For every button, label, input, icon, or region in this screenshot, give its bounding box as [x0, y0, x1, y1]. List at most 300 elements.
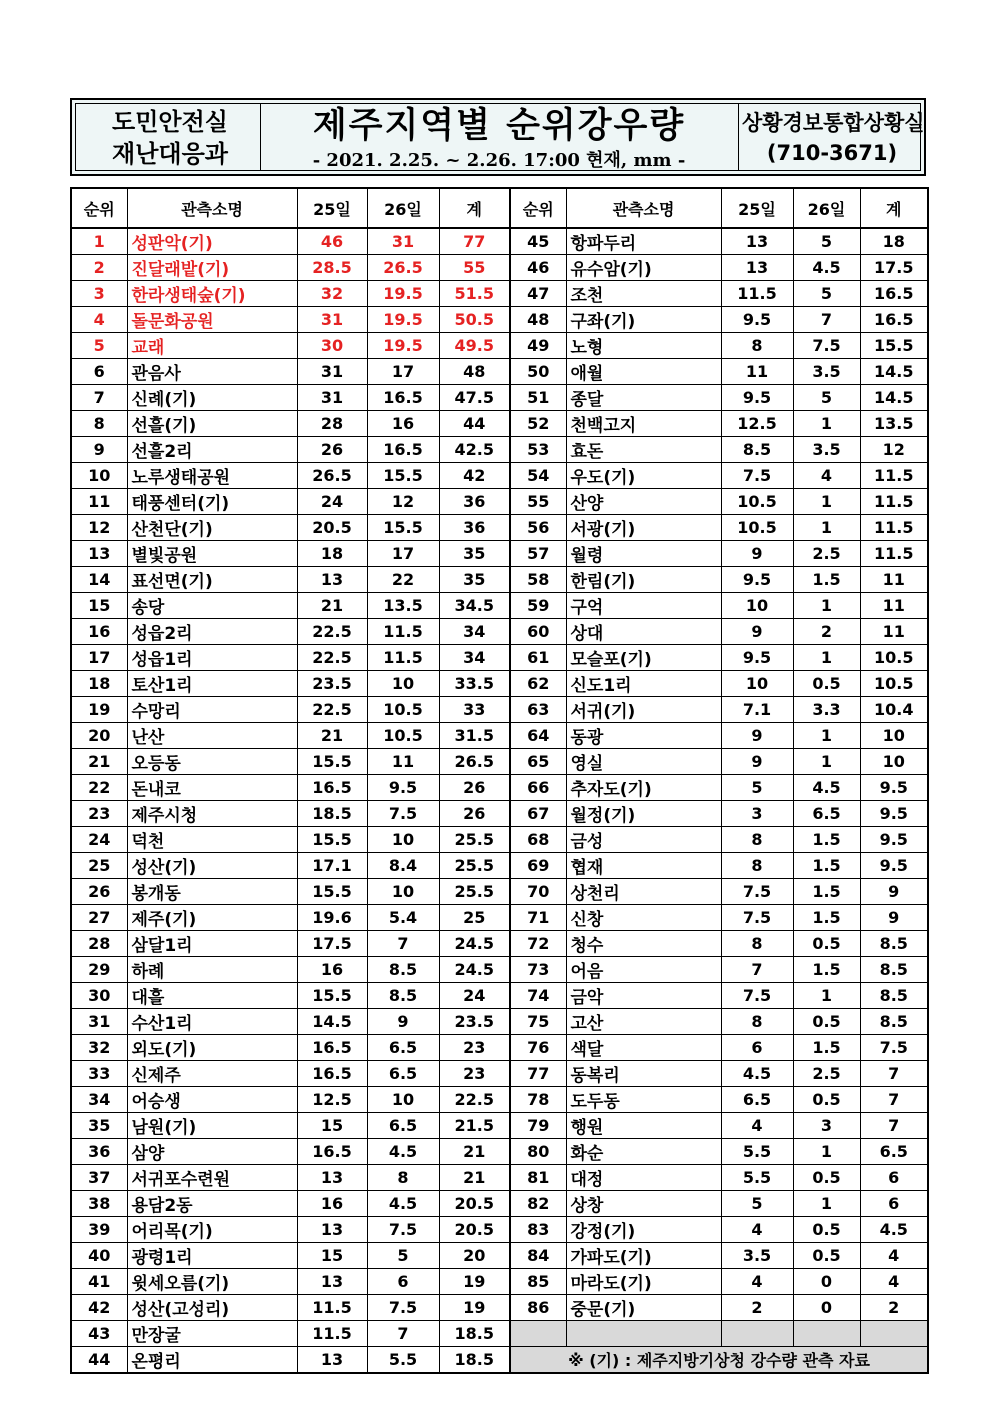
- rain-25-cell: 20.5: [297, 515, 367, 541]
- report-header: [70, 98, 926, 176]
- rain-25-cell: 15.5: [297, 983, 367, 1009]
- rain-total-cell: 34: [439, 645, 510, 671]
- rank-cell: 22: [71, 775, 127, 801]
- station-name-cell: [127, 645, 297, 671]
- station-name-cell: [566, 228, 721, 255]
- rain-26-cell: 1.5: [793, 957, 860, 983]
- rain-26-cell: 7: [367, 931, 439, 957]
- rank-cell: 13: [71, 541, 127, 567]
- rank-cell: 65: [510, 749, 566, 775]
- station-name-cell: [127, 1321, 297, 1347]
- rain-25-cell: 8: [721, 931, 793, 957]
- station-name-cell: [566, 801, 721, 827]
- col-header-total: 계: [439, 188, 510, 228]
- table-row: [71, 228, 928, 255]
- station-name-text: 서귀포수련원: [131, 1170, 231, 1190]
- rain-total-cell: 21.5: [439, 1113, 510, 1139]
- rain-25-cell: 7.5: [721, 879, 793, 905]
- rain-total-cell: 25.5: [439, 853, 510, 879]
- rank-cell: 48: [510, 307, 566, 333]
- rank-cell: 70: [510, 879, 566, 905]
- rain-25-cell: 24: [297, 489, 367, 515]
- rain-total-cell: 77: [439, 228, 510, 255]
- station-name-cell: [566, 645, 721, 671]
- col-header-station: 관측소명: [127, 188, 297, 228]
- station-name-cell: [127, 281, 297, 307]
- rain-26-cell: 1: [793, 983, 860, 1009]
- station-name-cell: [127, 307, 297, 333]
- station-name-text: 상대: [570, 624, 604, 644]
- station-name-text: 관음사: [131, 364, 181, 384]
- station-name-cell: [566, 567, 721, 593]
- station-name-cell: [127, 359, 297, 385]
- rain-total-cell: 23.5: [439, 1009, 510, 1035]
- rain-25-cell: 7: [721, 957, 793, 983]
- table-row: [71, 463, 928, 489]
- rain-total-cell: 8.5: [860, 983, 928, 1009]
- station-name-cell: [566, 775, 721, 801]
- station-name-cell: [566, 671, 721, 697]
- rain-total-cell: 9.5: [860, 775, 928, 801]
- station-name-cell: [127, 1139, 297, 1165]
- station-name-cell: [127, 1269, 297, 1295]
- report-title: 제주지역별 순위강우량: [312, 106, 686, 146]
- rain-total-cell: 2: [860, 1295, 928, 1321]
- table-row: [71, 853, 928, 879]
- rank-cell: 66: [510, 775, 566, 801]
- rain-26-cell: 7.5: [793, 333, 860, 359]
- station-name-text: 신도1리: [570, 676, 632, 696]
- table-row: [71, 1347, 928, 1374]
- rain-26-cell: 15.5: [367, 463, 439, 489]
- rank-cell: 24: [71, 827, 127, 853]
- rank-cell: 57: [510, 541, 566, 567]
- station-name-text: 노루생태공원: [131, 468, 231, 488]
- station-name-text: 산천단(기): [131, 520, 213, 540]
- table-row: [71, 281, 928, 307]
- rank-cell: 23: [71, 801, 127, 827]
- rain-25-cell: 10: [721, 593, 793, 619]
- rain-26-cell: 0.5: [793, 1217, 860, 1243]
- rank-cell: 7: [71, 385, 127, 411]
- rain-total-cell: 42.5: [439, 437, 510, 463]
- rain-26-cell: 11.5: [367, 619, 439, 645]
- station-name-cell: [127, 1191, 297, 1217]
- rain-25-cell: 11: [721, 359, 793, 385]
- rain-25-cell: 9: [721, 723, 793, 749]
- station-name-text: 외도(기): [131, 1040, 197, 1060]
- station-name-cell: [566, 437, 721, 463]
- rain-26-cell: 19.5: [367, 307, 439, 333]
- station-name-text: 송당: [131, 598, 165, 618]
- rain-25-cell: 9: [721, 541, 793, 567]
- table-row: [71, 983, 928, 1009]
- rank-cell: 39: [71, 1217, 127, 1243]
- station-name-cell: [127, 983, 297, 1009]
- rain-total-cell: 20.5: [439, 1217, 510, 1243]
- rain-total-cell: 18: [860, 228, 928, 255]
- rain-25-cell: 8: [721, 827, 793, 853]
- station-name-text: 고산: [570, 1014, 604, 1034]
- col-header-total: 계: [860, 188, 928, 228]
- station-name-cell: [127, 905, 297, 931]
- rain-total-cell: 8.5: [860, 931, 928, 957]
- table-row: [71, 1217, 928, 1243]
- station-name-cell: [127, 671, 297, 697]
- station-name-cell: [566, 333, 721, 359]
- station-name-text: 표선면(기): [131, 572, 213, 592]
- rank-cell: 64: [510, 723, 566, 749]
- station-name-cell: [566, 1113, 721, 1139]
- table-body: [71, 228, 928, 1373]
- station-name-cell: [127, 437, 297, 463]
- rain-25-cell: 9.5: [721, 567, 793, 593]
- station-name-cell: [127, 931, 297, 957]
- station-name-cell: [127, 853, 297, 879]
- station-name-cell: [127, 1035, 297, 1061]
- rain-26-cell: 1: [793, 1139, 860, 1165]
- rain-25-cell: 7.5: [721, 463, 793, 489]
- station-name-text: 영실: [570, 754, 604, 774]
- rain-total-cell: 22.5: [439, 1087, 510, 1113]
- station-name-cell: [127, 879, 297, 905]
- station-name-text: 성읍1리: [131, 650, 193, 670]
- rain-26-cell: 3.3: [793, 697, 860, 723]
- station-name-text: 구좌(기): [570, 312, 636, 332]
- rain-25-cell: 3.5: [721, 1243, 793, 1269]
- table-row: [71, 359, 928, 385]
- footnote: ※ (기) : 제주지방기상청 강수량 관측 자료: [510, 1347, 928, 1374]
- station-name-cell: [127, 801, 297, 827]
- station-name-cell: [127, 697, 297, 723]
- station-name-text: 어리목(기): [131, 1222, 213, 1242]
- rain-total-cell: 11: [860, 619, 928, 645]
- station-name-text: 행원: [570, 1118, 604, 1138]
- rank-cell: 76: [510, 1035, 566, 1061]
- rank-cell: 72: [510, 931, 566, 957]
- rain-total-cell: 10.5: [860, 671, 928, 697]
- rank-cell: 4: [71, 307, 127, 333]
- rain-26-cell: 0: [793, 1295, 860, 1321]
- table-row: [71, 1009, 928, 1035]
- rank-cell: 18: [71, 671, 127, 697]
- rain-25-cell: 7.5: [721, 983, 793, 1009]
- rain-25-cell: 15.5: [297, 879, 367, 905]
- rain-total-cell: 25: [439, 905, 510, 931]
- station-name-text: 유수암(기): [570, 260, 652, 280]
- rank-cell: 62: [510, 671, 566, 697]
- rain-26-cell: 1: [793, 593, 860, 619]
- station-name-cell: [566, 619, 721, 645]
- station-name-text: 대정: [570, 1170, 604, 1190]
- rain-26-cell: 15.5: [367, 515, 439, 541]
- rank-cell: 27: [71, 905, 127, 931]
- rank-cell: 5: [71, 333, 127, 359]
- station-name-text: 신창: [570, 910, 604, 930]
- rain-total-cell: 4.5: [860, 1217, 928, 1243]
- rank-cell: 3: [71, 281, 127, 307]
- station-name-text: 신제주: [131, 1066, 181, 1086]
- rain-total-cell: 47.5: [439, 385, 510, 411]
- empty-cell: [510, 1321, 566, 1347]
- rain-total-cell: 16.5: [860, 307, 928, 333]
- rank-cell: 32: [71, 1035, 127, 1061]
- rain-26-cell: 10: [367, 1087, 439, 1113]
- rain-26-cell: 11.5: [367, 645, 439, 671]
- rain-total-cell: 42: [439, 463, 510, 489]
- office-block: [742, 108, 925, 168]
- rain-total-cell: 17.5: [860, 255, 928, 281]
- rain-26-cell: 3.5: [793, 437, 860, 463]
- rank-cell: 78: [510, 1087, 566, 1113]
- table-row: [71, 593, 928, 619]
- table-row: [71, 723, 928, 749]
- rain-26-cell: 1.5: [793, 879, 860, 905]
- station-name-cell: [127, 723, 297, 749]
- station-name-cell: [566, 1035, 721, 1061]
- rain-total-cell: 11.5: [860, 541, 928, 567]
- rain-total-cell: 11.5: [860, 463, 928, 489]
- rain-25-cell: 16.5: [297, 1061, 367, 1087]
- rank-cell: 75: [510, 1009, 566, 1035]
- rank-cell: 11: [71, 489, 127, 515]
- rain-total-cell: 10: [860, 749, 928, 775]
- table-row: [71, 333, 928, 359]
- rain-total-cell: 4: [860, 1243, 928, 1269]
- table-row: [71, 1113, 928, 1139]
- rank-cell: 29: [71, 957, 127, 983]
- rain-26-cell: 2.5: [793, 541, 860, 567]
- station-name-cell: [566, 1217, 721, 1243]
- station-name-text: 남원(기): [131, 1118, 197, 1138]
- rain-26-cell: 13.5: [367, 593, 439, 619]
- rain-total-cell: 13.5: [860, 411, 928, 437]
- station-name-text: 강정(기): [570, 1222, 636, 1242]
- station-name-cell: [566, 1295, 721, 1321]
- rain-total-cell: 34.5: [439, 593, 510, 619]
- rain-26-cell: 5: [367, 1243, 439, 1269]
- table-row: [71, 1139, 928, 1165]
- rain-25-cell: 17.5: [297, 931, 367, 957]
- rain-26-cell: 26.5: [367, 255, 439, 281]
- rain-25-cell: 15.5: [297, 749, 367, 775]
- station-name-text: 노형: [570, 338, 604, 358]
- rain-total-cell: 8.5: [860, 1009, 928, 1035]
- rain-26-cell: 19.5: [367, 333, 439, 359]
- station-name-text: 도두동: [570, 1092, 620, 1112]
- station-name-cell: [127, 593, 297, 619]
- rain-26-cell: 4.5: [367, 1191, 439, 1217]
- station-name-text: 한라생태숲(기): [131, 286, 246, 306]
- station-name-text: 월령: [570, 546, 604, 566]
- rain-total-cell: 49.5: [439, 333, 510, 359]
- table-row: [71, 749, 928, 775]
- station-name-text: 색달: [570, 1040, 604, 1060]
- station-name-text: 서광(기): [570, 520, 636, 540]
- station-name-cell: [566, 879, 721, 905]
- rank-cell: 49: [510, 333, 566, 359]
- station-name-cell: [127, 1243, 297, 1269]
- rain-total-cell: 26: [439, 801, 510, 827]
- station-name-cell: [127, 1009, 297, 1035]
- station-name-cell: [127, 957, 297, 983]
- station-name-cell: [127, 1217, 297, 1243]
- rank-cell: 47: [510, 281, 566, 307]
- rain-25-cell: 19.6: [297, 905, 367, 931]
- station-name-text: 돈내코: [131, 780, 181, 800]
- rain-25-cell: 11.5: [721, 281, 793, 307]
- rain-total-cell: 21: [439, 1165, 510, 1191]
- rain-26-cell: 7.5: [367, 1295, 439, 1321]
- rain-26-cell: 1.5: [793, 1035, 860, 1061]
- station-name-text: 효돈: [570, 442, 604, 462]
- table-row: [71, 957, 928, 983]
- table-row: [71, 1321, 928, 1347]
- rain-25-cell: 9: [721, 749, 793, 775]
- rain-total-cell: 18.5: [439, 1347, 510, 1374]
- rain-25-cell: 13: [297, 1217, 367, 1243]
- rain-total-cell: 20.5: [439, 1191, 510, 1217]
- rank-cell: 59: [510, 593, 566, 619]
- table-row: [71, 697, 928, 723]
- rain-total-cell: 9: [860, 879, 928, 905]
- rain-26-cell: 16.5: [367, 437, 439, 463]
- station-name-text: 항파두리: [570, 234, 637, 254]
- rain-total-cell: 9.5: [860, 853, 928, 879]
- station-name-text: 삼양: [131, 1144, 165, 1164]
- rain-25-cell: 8: [721, 853, 793, 879]
- rain-total-cell: 23: [439, 1061, 510, 1087]
- rain-26-cell: 10: [367, 827, 439, 853]
- station-name-text: 동복리: [570, 1066, 620, 1086]
- rain-25-cell: 16.5: [297, 775, 367, 801]
- rank-cell: 68: [510, 827, 566, 853]
- rain-26-cell: 1: [793, 515, 860, 541]
- rank-cell: 69: [510, 853, 566, 879]
- rain-25-cell: 46: [297, 228, 367, 255]
- office-phone: (710-3671): [766, 141, 898, 165]
- station-name-text: 수망리: [131, 702, 181, 722]
- station-name-text: 협재: [570, 858, 604, 878]
- station-name-cell: [566, 255, 721, 281]
- rank-cell: 1: [71, 228, 127, 255]
- table-row: [71, 801, 928, 827]
- rain-total-cell: 6: [860, 1165, 928, 1191]
- rain-total-cell: 24: [439, 983, 510, 1009]
- rain-26-cell: 0.5: [793, 1243, 860, 1269]
- rain-25-cell: 31: [297, 385, 367, 411]
- rain-26-cell: 6.5: [367, 1061, 439, 1087]
- rain-26-cell: 7: [793, 307, 860, 333]
- rain-total-cell: 24.5: [439, 957, 510, 983]
- rain-25-cell: 10.5: [721, 515, 793, 541]
- rank-cell: 36: [71, 1139, 127, 1165]
- rain-total-cell: 6: [860, 1191, 928, 1217]
- rank-cell: 40: [71, 1243, 127, 1269]
- rain-25-cell: 13: [297, 1165, 367, 1191]
- rain-total-cell: 4: [860, 1269, 928, 1295]
- rain-25-cell: 13: [297, 1347, 367, 1374]
- station-name-text: 만장굴: [131, 1326, 181, 1346]
- rain-total-cell: 33: [439, 697, 510, 723]
- station-name-text: 선흘(기): [131, 416, 197, 436]
- empty-cell: [860, 1321, 928, 1347]
- table-row: [71, 1269, 928, 1295]
- title-block: [264, 104, 734, 174]
- rain-total-cell: 14.5: [860, 359, 928, 385]
- rain-25-cell: 30: [297, 333, 367, 359]
- table-row: [71, 905, 928, 931]
- station-name-text: 상천리: [570, 884, 620, 904]
- station-name-cell: [566, 1061, 721, 1087]
- station-name-text: 제주시청: [131, 806, 198, 826]
- rain-26-cell: 22: [367, 567, 439, 593]
- rain-25-cell: 15: [297, 1113, 367, 1139]
- station-name-text: 토산1리: [131, 676, 193, 696]
- rain-25-cell: 22.5: [297, 645, 367, 671]
- rain-26-cell: 8.4: [367, 853, 439, 879]
- station-name-text: 온평리: [131, 1352, 181, 1372]
- rank-cell: 21: [71, 749, 127, 775]
- rain-26-cell: 0.5: [793, 1009, 860, 1035]
- rain-25-cell: 13: [297, 1269, 367, 1295]
- rain-26-cell: 4.5: [793, 255, 860, 281]
- table-row: [71, 437, 928, 463]
- table-row: [71, 1061, 928, 1087]
- station-name-text: 윗세오름(기): [131, 1274, 230, 1294]
- rain-total-cell: 15.5: [860, 333, 928, 359]
- rank-cell: 46: [510, 255, 566, 281]
- station-name-cell: [127, 749, 297, 775]
- station-name-text: 종달: [570, 390, 604, 410]
- station-name-cell: [566, 359, 721, 385]
- station-name-cell: [566, 307, 721, 333]
- station-name-cell: [127, 1113, 297, 1139]
- rain-total-cell: 11.5: [860, 489, 928, 515]
- rank-cell: 42: [71, 1295, 127, 1321]
- rain-26-cell: 5.4: [367, 905, 439, 931]
- rank-cell: 54: [510, 463, 566, 489]
- station-name-text: 수산1리: [131, 1014, 193, 1034]
- rank-cell: 60: [510, 619, 566, 645]
- rank-cell: 28: [71, 931, 127, 957]
- station-name-cell: [127, 463, 297, 489]
- station-name-cell: [566, 515, 721, 541]
- rain-total-cell: 11: [860, 567, 928, 593]
- rank-cell: 73: [510, 957, 566, 983]
- rank-cell: 50: [510, 359, 566, 385]
- station-name-text: 선흘2리: [131, 442, 193, 462]
- rain-26-cell: 9: [367, 1009, 439, 1035]
- station-name-cell: [566, 1243, 721, 1269]
- table-row: [71, 307, 928, 333]
- rain-total-cell: 10: [860, 723, 928, 749]
- rain-25-cell: 15.5: [297, 827, 367, 853]
- rain-total-cell: 44: [439, 411, 510, 437]
- station-name-text: 구억: [570, 598, 604, 618]
- station-name-cell: [127, 775, 297, 801]
- station-name-cell: [127, 228, 297, 255]
- rank-cell: 84: [510, 1243, 566, 1269]
- station-name-text: 청수: [570, 936, 604, 956]
- table-row: [71, 385, 928, 411]
- station-name-text: 상창: [570, 1196, 604, 1216]
- table-row: [71, 1087, 928, 1113]
- rank-cell: 25: [71, 853, 127, 879]
- rain-25-cell: 10.5: [721, 489, 793, 515]
- station-name-text: 성산(기): [131, 858, 197, 878]
- table-row: [71, 1165, 928, 1191]
